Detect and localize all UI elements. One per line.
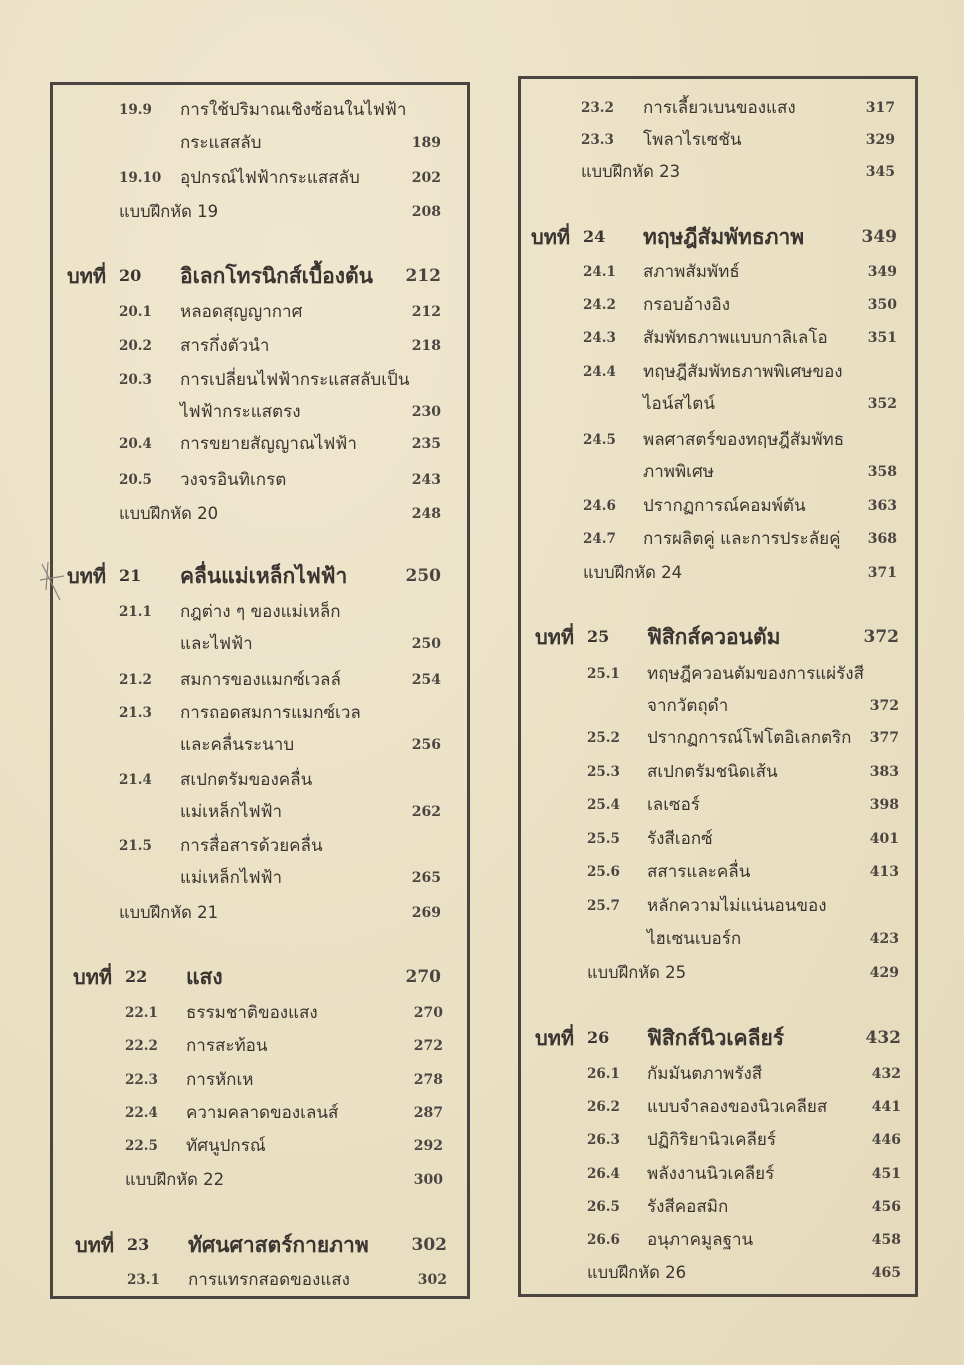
page-number: 456 (871, 1199, 901, 1215)
toc-section-24-7 (521, 524, 915, 554)
exercise-label: แบบฝึกหัด 26 (587, 1263, 687, 1282)
section-title: อนุภาคมูลฐาน (647, 1230, 754, 1250)
page-number: 398 (869, 797, 899, 813)
page-number: 432 (865, 1028, 901, 1048)
section-title: รังสีคอสมิก (647, 1197, 729, 1217)
toc-chapter-25 (521, 622, 915, 652)
toc-section-20-2 (53, 331, 467, 361)
page-number: 451 (871, 1166, 901, 1182)
page-number: 329 (865, 132, 895, 148)
chapter-title: อิเลกโทรนิกส์เบื้องต้น (180, 264, 374, 288)
section-number: 25.1 (587, 666, 620, 682)
section-title-cont: ไฟฟ้ากระแสตรง (180, 402, 301, 422)
section-title: แบบจำลองของนิวเคลียส (647, 1097, 828, 1117)
chapter-number: 20 (119, 266, 142, 285)
toc-section-20-5 (53, 465, 467, 495)
toc-exercise-25 (521, 958, 915, 988)
section-title-cont: และไฟฟ้า (180, 634, 253, 654)
page-number: 345 (865, 164, 895, 180)
page-number: 350 (867, 297, 897, 313)
page-number: 208 (411, 204, 441, 220)
section-title: อุปกรณ์ไฟฟ้ากระแสสลับ (180, 168, 360, 188)
page-number: 248 (411, 506, 441, 522)
section-title: ทฤษฎีควอนตัมของการแผ่รังสี (647, 664, 864, 684)
page-number: 235 (411, 436, 441, 452)
toc-section-21-5-cont (53, 863, 467, 893)
section-number: 21.2 (119, 672, 152, 688)
toc-section-26-3 (521, 1125, 915, 1155)
toc-chapter-22 (53, 962, 467, 992)
page-number: 302 (411, 1235, 447, 1255)
chapter-number: 21 (119, 566, 142, 585)
toc-section-25-5 (521, 824, 915, 854)
section-number: 22.4 (125, 1105, 158, 1121)
section-title: การแทรกสอดของแสง (188, 1270, 350, 1290)
toc-section-22-4 (53, 1098, 467, 1128)
page-number: 401 (869, 831, 899, 847)
exercise-label: แบบฝึกหัด 23 (581, 162, 681, 181)
section-number: 23.1 (127, 1272, 160, 1288)
section-title: สเปกตรัมชนิดเส้น (647, 762, 778, 782)
page-number: 250 (411, 636, 441, 652)
page-number: 458 (871, 1232, 901, 1248)
page-number: 465 (871, 1265, 901, 1281)
section-number: 25.5 (587, 831, 620, 847)
page-number: 212 (405, 266, 441, 286)
toc-section-25-1 (521, 659, 915, 689)
page-number: 269 (411, 905, 441, 921)
page-number: 349 (867, 264, 897, 280)
page-number: 432 (871, 1066, 901, 1082)
toc-chapter-21 (53, 561, 467, 591)
section-number: 20.2 (119, 338, 152, 354)
page-number: 212 (411, 304, 441, 320)
toc-exercise-24 (521, 558, 915, 588)
page-number: 317 (865, 100, 895, 116)
section-number: 22.3 (125, 1072, 158, 1088)
section-number: 20.1 (119, 304, 152, 320)
toc-section-21-3-cont (53, 730, 467, 760)
section-title: พลศาสตร์ของทฤษฎีสัมพัทธ (643, 430, 845, 450)
section-number: 20.5 (119, 472, 152, 488)
toc-section-23-3 (521, 125, 915, 155)
page-number: 352 (867, 396, 897, 412)
toc-chapter-23 (53, 1230, 467, 1260)
section-number: 25.4 (587, 797, 620, 813)
section-title: สเปกตรัมของคลื่น (180, 770, 313, 790)
section-title: กรอบอ้างอิง (643, 295, 730, 315)
section-number: 26.3 (587, 1132, 620, 1148)
section-title-cont: ไอน์สไตน์ (643, 394, 715, 414)
page-number: 423 (869, 931, 899, 947)
toc-section-24-2 (521, 290, 915, 320)
section-title: การเลี้ยวเบนของแสง (643, 98, 796, 118)
toc-chapter-24 (521, 222, 915, 252)
page-number: 413 (869, 864, 899, 880)
section-number: 26.5 (587, 1199, 620, 1215)
toc-section-21-4 (53, 765, 467, 795)
page-number: 372 (863, 627, 899, 647)
toc-section-26-2 (521, 1092, 915, 1122)
exercise-label: แบบฝึกหัด 25 (587, 963, 687, 982)
section-title-cont: ภาพพิเศษ (643, 462, 714, 482)
toc-section-20-1 (53, 297, 467, 327)
toc-section-22-2 (53, 1031, 467, 1061)
toc-exercise-22 (53, 1165, 467, 1195)
exercise-label: แบบฝึกหัด 20 (119, 504, 219, 523)
section-number: 21.1 (119, 604, 152, 620)
page-number: 377 (869, 730, 899, 746)
section-title: ปฏิกิริยานิวเคลียร์ (647, 1130, 776, 1150)
page-number: 358 (867, 464, 897, 480)
section-title-cont: กระแสสลับ (180, 133, 262, 153)
page-number: 265 (411, 870, 441, 886)
toc-section-24-5-cont (521, 457, 915, 487)
section-title: การสะท้อน (186, 1036, 268, 1056)
page-number: 300 (413, 1172, 443, 1188)
section-number: 21.3 (119, 705, 152, 721)
toc-section-25-7-cont (521, 924, 915, 954)
section-title-cont: ไฮเซนเบอร์ก (647, 929, 742, 949)
toc-section-24-1 (521, 257, 915, 287)
exercise-label: แบบฝึกหัด 24 (583, 563, 683, 582)
toc-section-21-1-cont (53, 629, 467, 659)
chapter-title: ทฤษฎีสัมพัทธภาพ (643, 225, 805, 249)
page-number: 270 (405, 967, 441, 987)
section-number: 23.2 (581, 100, 614, 116)
toc-section-21-4-cont (53, 797, 467, 827)
chapter-number: 23 (127, 1235, 150, 1254)
page-number: 202 (411, 170, 441, 186)
section-number: 26.2 (587, 1099, 620, 1115)
page-number: 351 (867, 330, 897, 346)
toc-section-24-3 (521, 323, 915, 353)
section-number: 24.7 (583, 531, 616, 547)
toc-section-21-3 (53, 698, 467, 728)
section-number: 24.1 (583, 264, 616, 280)
section-title: สัมพัทธภาพแบบกาลิเลโอ (643, 328, 828, 348)
section-title: การใช้ปริมาณเชิงซ้อนในไฟฟ้า (180, 100, 407, 120)
section-title: วงจรอินทิเกรต (180, 470, 287, 490)
chapter-label: บทที่ (73, 965, 113, 989)
exercise-label: แบบฝึกหัด 22 (125, 1170, 225, 1189)
toc-section-26-6 (521, 1225, 915, 1255)
section-title: การหักเห (186, 1070, 254, 1090)
toc-exercise-20 (53, 499, 467, 529)
section-number: 19.10 (119, 170, 162, 186)
chapter-number: 26 (587, 1028, 610, 1047)
toc-section-25-7 (521, 891, 915, 921)
section-number: 22.2 (125, 1038, 158, 1054)
section-number: 26.6 (587, 1232, 620, 1248)
section-title-cont: และคลื่นระนาบ (180, 735, 295, 755)
toc-section-24-6 (521, 491, 915, 521)
page-number: 250 (405, 566, 441, 586)
page-number: 270 (413, 1005, 443, 1021)
toc-exercise-23 (521, 157, 915, 187)
page-number: 287 (413, 1105, 443, 1121)
toc-section-24-4-cont (521, 389, 915, 419)
toc-section-22-3 (53, 1065, 467, 1095)
section-number: 25.6 (587, 864, 620, 880)
page-number: 243 (411, 472, 441, 488)
section-number: 21.5 (119, 838, 152, 854)
section-title: สมการของแมกซ์เวลล์ (180, 670, 341, 690)
section-title: การเปลี่ยนไฟฟ้ากระแสสลับเป็น (180, 370, 410, 390)
exercise-label: แบบฝึกหัด 21 (119, 903, 219, 922)
page-number: 441 (871, 1099, 901, 1115)
toc-section-21-2 (53, 665, 467, 695)
page-number: 383 (869, 764, 899, 780)
chapter-number: 25 (587, 627, 610, 646)
toc-section-23-1 (53, 1265, 467, 1295)
chapter-title: ฟิสิกส์นิวเคลียร์ (647, 1026, 785, 1050)
section-number: 25.7 (587, 898, 620, 914)
toc-section-25-1-cont (521, 691, 915, 721)
toc-section-20-4 (53, 429, 467, 459)
toc-section-20-3-cont (53, 397, 467, 427)
chapter-label: บทที่ (531, 225, 571, 249)
section-title: รังสีเอกซ์ (647, 829, 713, 849)
section-title: หลอดสุญญากาศ (180, 302, 303, 322)
toc-section-25-3 (521, 757, 915, 787)
section-title: สสารและคลื่น (647, 862, 751, 882)
section-number: 21.4 (119, 772, 152, 788)
section-number: 19.9 (119, 102, 152, 118)
page-number: 429 (869, 965, 899, 981)
section-number: 24.2 (583, 297, 616, 313)
section-title: โพลาไรเซชัน (643, 130, 742, 150)
page-number: 349 (861, 227, 897, 247)
page-number: 363 (867, 498, 897, 514)
section-title: กัมมันตภาพรังสี (647, 1064, 763, 1084)
section-title: ความคลาดของเลนส์ (186, 1103, 339, 1123)
chapter-title: แสง (186, 965, 223, 989)
section-number: 24.4 (583, 364, 616, 380)
page-number: 278 (413, 1072, 443, 1088)
section-title: สารกึ่งตัวนำ (180, 336, 270, 356)
toc-section-20-3 (53, 365, 467, 395)
chapter-label: บทที่ (75, 1233, 115, 1257)
toc-section-23-2 (521, 93, 915, 123)
section-number: 24.6 (583, 498, 616, 514)
section-title: ธรรมชาติของแสง (186, 1003, 318, 1023)
toc-exercise-19 (53, 197, 467, 227)
toc-section-22-5 (53, 1131, 467, 1161)
toc-section-21-5 (53, 831, 467, 861)
page-number: 368 (867, 531, 897, 547)
section-title: การถอดสมการแมกซ์เวล (180, 703, 361, 723)
toc-section-25-4 (521, 790, 915, 820)
section-number: 25.2 (587, 730, 620, 746)
toc-exercise-26 (521, 1258, 915, 1288)
page-number: 446 (871, 1132, 901, 1148)
toc-exercise-21 (53, 898, 467, 928)
section-number: 23.3 (581, 132, 614, 148)
toc-section-19-10 (53, 163, 467, 193)
section-title: การขยายสัญญาณไฟฟ้า (180, 434, 357, 454)
page-number: 189 (411, 135, 441, 151)
section-title-cont: แม่เหล็กไฟฟ้า (180, 868, 283, 888)
chapter-label: บทที่ (535, 625, 575, 649)
toc-chapter-26 (521, 1023, 915, 1053)
section-title: เลเซอร์ (647, 795, 700, 815)
chapter-title: ฟิสิกส์ควอนตัม (647, 625, 781, 649)
section-title: ทัศนูปกรณ์ (186, 1136, 266, 1156)
toc-section-24-4 (521, 357, 915, 387)
toc-column-right (518, 76, 918, 1297)
exercise-label: แบบฝึกหัด 19 (119, 202, 219, 221)
section-title-cont: จากวัตถุดำ (647, 696, 729, 716)
chapter-label: บทที่ (67, 564, 107, 588)
page-number: 254 (411, 672, 441, 688)
section-number: 26.4 (587, 1166, 620, 1182)
toc-section-21-1 (53, 597, 467, 627)
page-number: 256 (411, 737, 441, 753)
toc-column-left (50, 82, 470, 1299)
section-title: พลังงานนิวเคลียร์ (647, 1164, 775, 1184)
page-number: 262 (411, 804, 441, 820)
toc-section-26-1 (521, 1059, 915, 1089)
toc-section-19-9 (53, 95, 467, 125)
chapter-label: บทที่ (535, 1026, 575, 1050)
section-title: ปรากฏการณ์คอมพ์ตัน (643, 496, 806, 516)
chapter-number: 22 (125, 967, 148, 986)
chapter-title: ทัศนศาสตร์กายภาพ (188, 1233, 369, 1257)
section-number: 25.3 (587, 764, 620, 780)
section-title: สภาพสัมพัทธ์ (643, 262, 740, 282)
chapter-number: 24 (583, 227, 606, 246)
toc-chapter-20 (53, 261, 467, 291)
section-title: ปรากฏการณ์โฟโตอิเลกตริก (647, 728, 852, 748)
section-number: 22.1 (125, 1005, 158, 1021)
page-number: 230 (411, 404, 441, 420)
section-title: กฎต่าง ๆ ของแม่เหล็ก (180, 602, 341, 622)
section-number: 20.3 (119, 372, 152, 388)
section-title-cont: แม่เหล็กไฟฟ้า (180, 802, 283, 822)
section-title: ทฤษฎีสัมพัทธภาพพิเศษของ (643, 362, 843, 382)
section-number: 26.1 (587, 1066, 620, 1082)
toc-section-26-4 (521, 1159, 915, 1189)
toc-section-24-5 (521, 425, 915, 455)
section-number: 24.5 (583, 432, 616, 448)
section-number: 24.3 (583, 330, 616, 346)
page-number: 302 (417, 1272, 447, 1288)
section-title: การสื่อสารด้วยคลื่น (180, 836, 323, 856)
section-title: หลักความไม่แน่นอนของ (647, 896, 827, 916)
toc-section-25-6 (521, 857, 915, 887)
chapter-label: บทที่ (67, 264, 107, 288)
toc-section-22-1 (53, 998, 467, 1028)
toc-section-25-2 (521, 723, 915, 753)
toc-section-19-9-cont (53, 128, 467, 158)
toc-section-26-5 (521, 1192, 915, 1222)
page-number: 272 (413, 1038, 443, 1054)
chapter-title: คลื่นแม่เหล็กไฟฟ้า (180, 564, 348, 588)
section-number: 20.4 (119, 436, 152, 452)
section-title: การผลิตคู่ และการประลัยคู่ (643, 529, 841, 549)
page-number: 372 (869, 698, 899, 714)
pencil-mark-icon (38, 560, 68, 602)
page-number: 371 (867, 565, 897, 581)
page-number: 218 (411, 338, 441, 354)
page-number: 292 (413, 1138, 443, 1154)
section-number: 22.5 (125, 1138, 158, 1154)
